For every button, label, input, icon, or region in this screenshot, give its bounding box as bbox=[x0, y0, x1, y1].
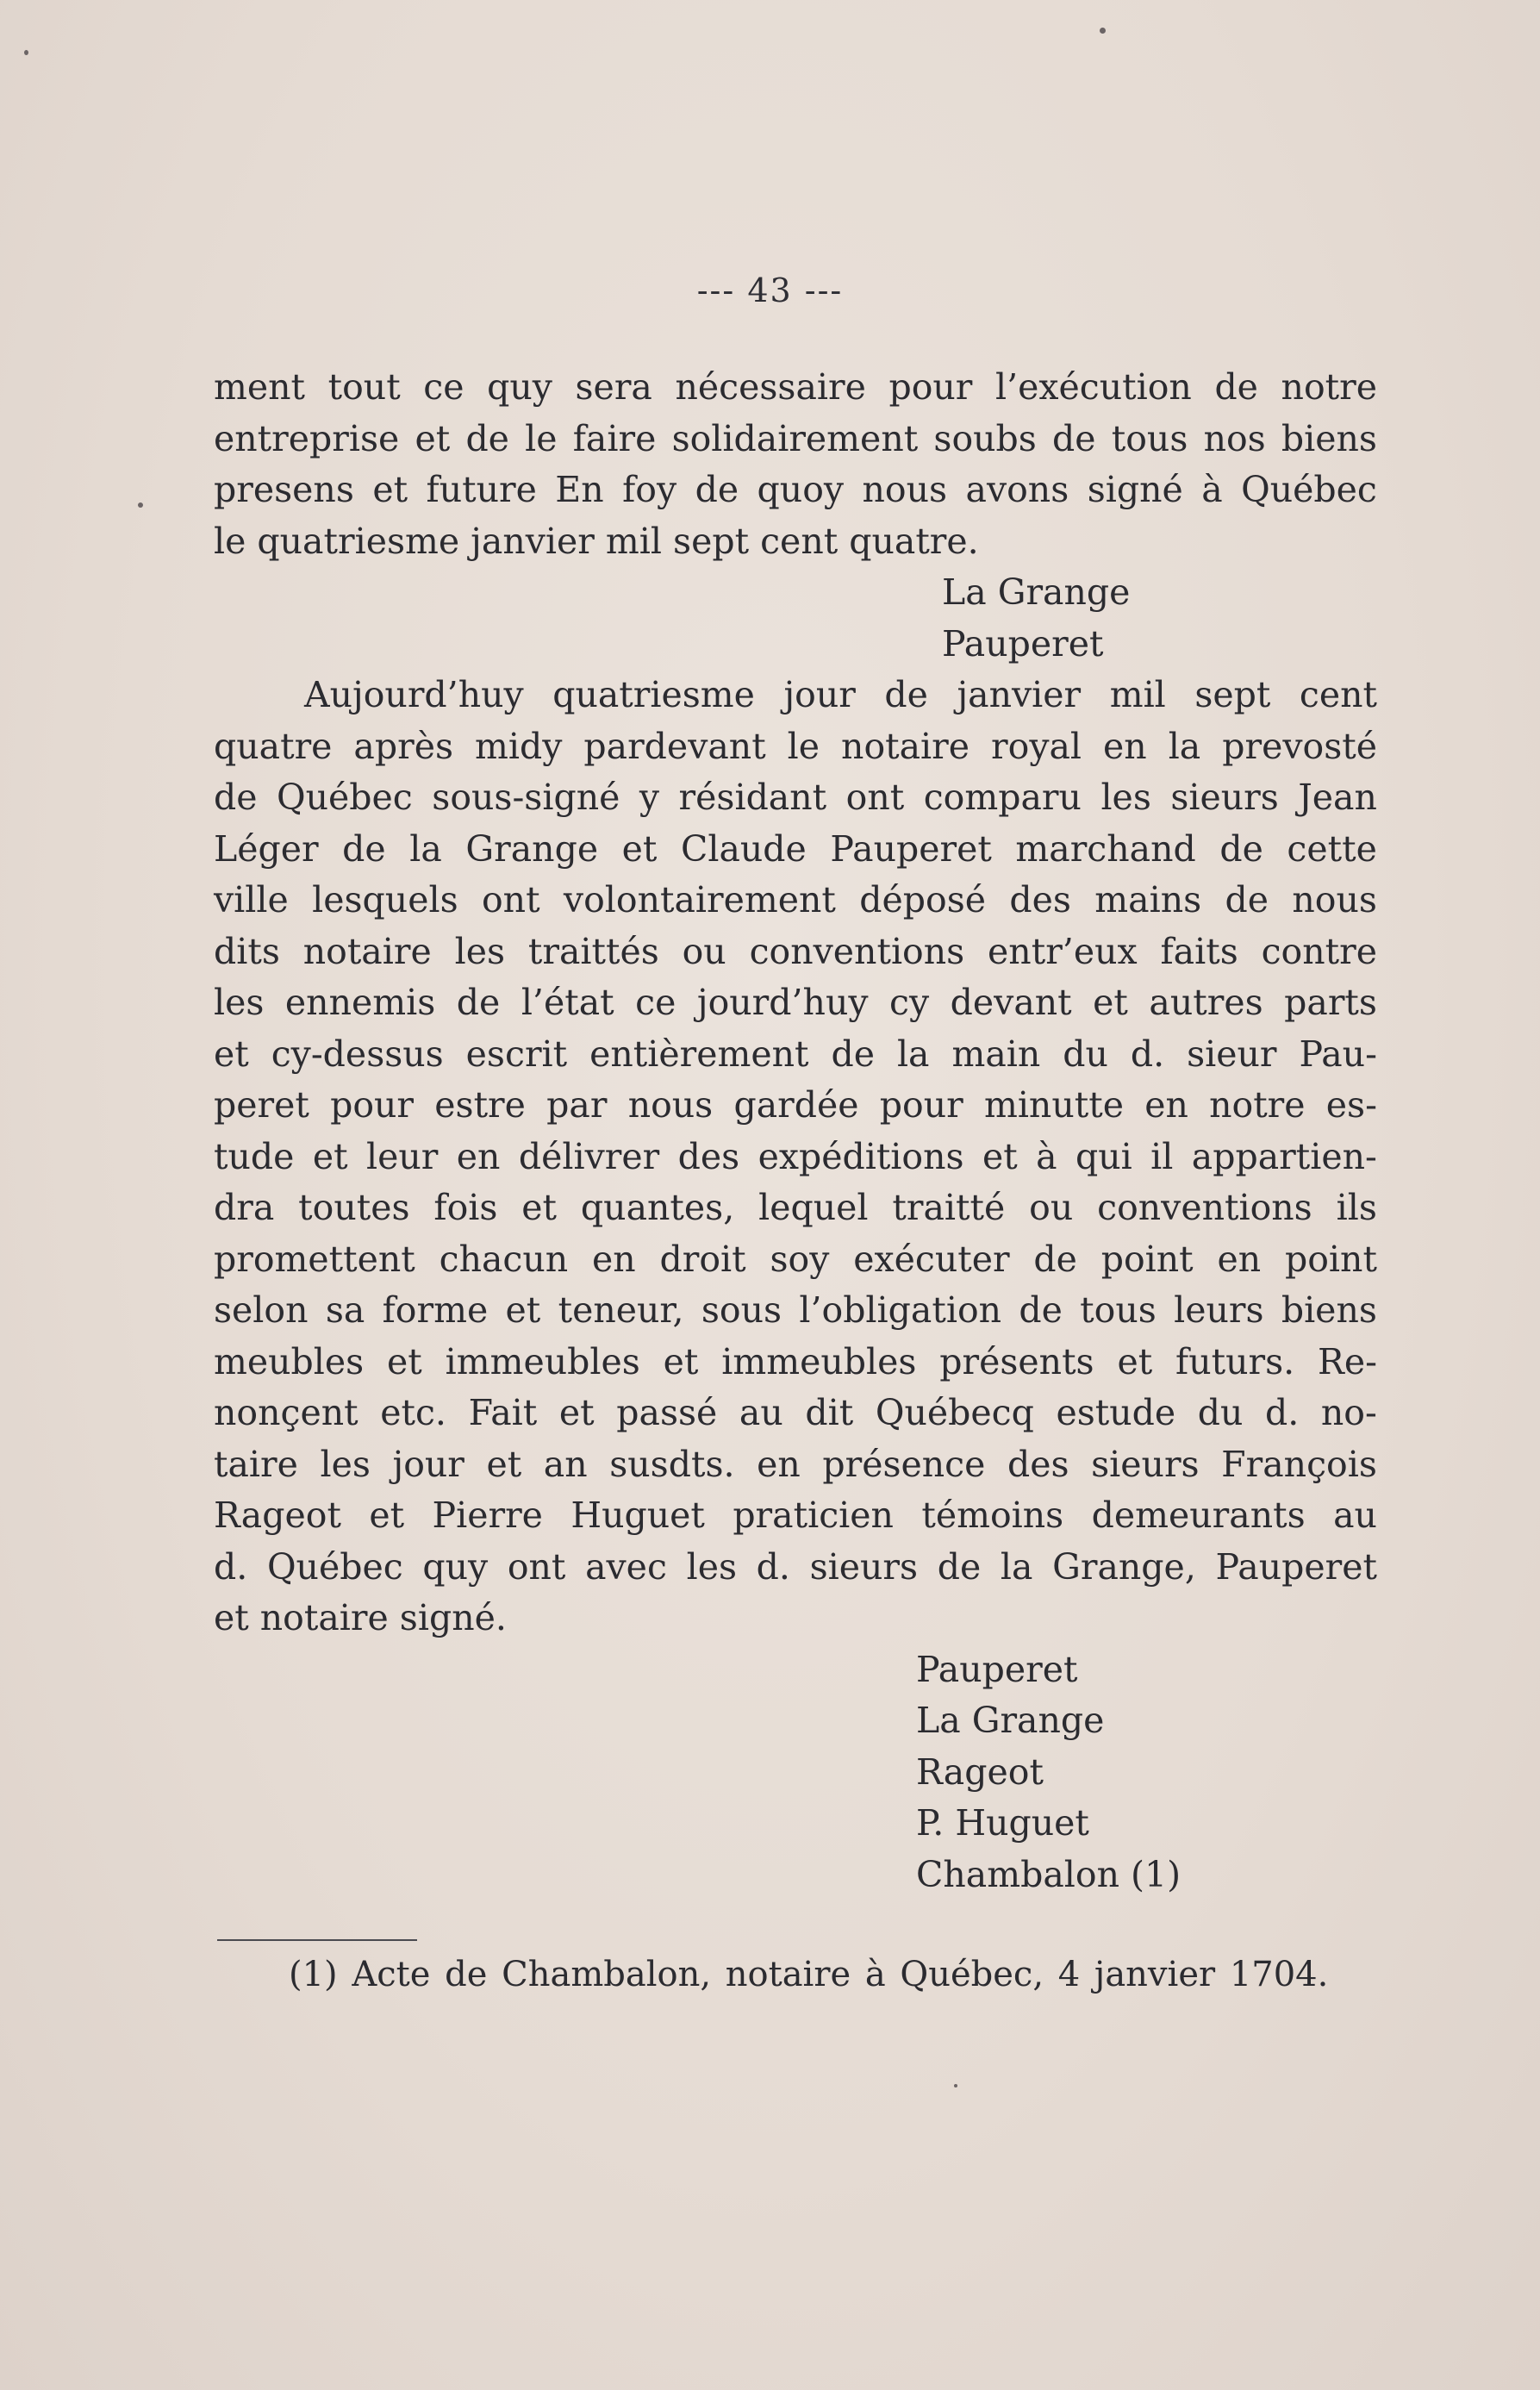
text-line: entreprise et de le faire solidairement soubs de tous nos biens bbox=[214, 417, 1377, 459]
text-line: Aujourd’huy quatriesme jour de janvier mil sept cent bbox=[304, 674, 1377, 715]
text-line: nonçent etc. Fait et passé au dit Québecq estude du d. no- bbox=[214, 1392, 1377, 1433]
text-line: tude et leur en délivrer des expéditions et à qui il appartien- bbox=[214, 1135, 1377, 1177]
signature-chambalon: Chambalon (1) bbox=[916, 1853, 1181, 1895]
text-line: taire les jour et an susdts. en présence des sieurs François bbox=[214, 1443, 1377, 1485]
paper-speck bbox=[138, 502, 143, 508]
signature-huguet: P. Huguet bbox=[916, 1802, 1089, 1844]
signature-pauperet: Pauperet bbox=[916, 1648, 1078, 1690]
text-line: presens et future En foy de quoy nous avons signé à Québec bbox=[214, 469, 1377, 510]
text-line: promettent chacun en droit soy exécuter de point en point bbox=[214, 1238, 1377, 1280]
text-line: les ennemis de l’état ce jourd’huy cy devant et autres parts bbox=[214, 982, 1377, 1023]
text-line: dits notaire les traittés ou conventions entr’eux faits contre bbox=[214, 930, 1377, 972]
text-line: Léger de la Grange et Claude Pauperet marchand de cette bbox=[214, 827, 1377, 870]
text-line: Rageot et Pierre Huguet praticien témoins demeurants au bbox=[214, 1495, 1377, 1536]
text-line: ville lesquels ont volontairement déposé des mains de nous bbox=[214, 879, 1377, 920]
footnote-rule bbox=[217, 1939, 417, 1941]
signature-pauperet: Pauperet bbox=[942, 622, 1104, 665]
document-body bbox=[214, 362, 1377, 1900]
page-number: --- 43 --- bbox=[696, 271, 844, 309]
text-line: d. Québec quy ont avec les d. sieurs de la Grange, Pauperet bbox=[214, 1545, 1377, 1588]
text-line: et notaire signé. bbox=[214, 1597, 507, 1638]
paper-speck bbox=[1100, 28, 1106, 34]
paper-speck bbox=[954, 2084, 957, 2087]
text-line: selon sa forme et teneur, sous l’obligation de tous leurs biens bbox=[214, 1289, 1377, 1331]
text-line: dra toutes fois et quantes, lequel traitté ou conventions ils bbox=[214, 1187, 1377, 1228]
footnote: (1) Acte de Chambalon, notaire à Québec, 4 janvier 1704. bbox=[289, 1955, 1329, 1994]
text-line: quatre après midy pardevant le notaire royal en la prevosté bbox=[214, 725, 1377, 767]
text-line: de Québec sous-signé y résidant ont comparu les sieurs Jean bbox=[214, 777, 1377, 818]
signature-rageot: Rageot bbox=[916, 1750, 1044, 1793]
text-line: meubles et immeubles et immeubles présents et futurs. Re- bbox=[214, 1340, 1377, 1382]
paper-speck bbox=[24, 50, 28, 55]
text-line: ment tout ce quy sera nécessaire pour l’exécution de notre bbox=[214, 366, 1377, 408]
text-line: le quatriesme janvier mil sept cent quatre. bbox=[214, 520, 979, 562]
signature-la-grange: La Grange bbox=[916, 1700, 1105, 1741]
text-line: peret pour estre par nous gardée pour minutte en notre es- bbox=[214, 1084, 1377, 1126]
signature-la-grange: La Grange bbox=[942, 571, 1131, 613]
text-line: et cy-dessus escrit entièrement de la main du d. sieur Pau- bbox=[214, 1033, 1377, 1075]
